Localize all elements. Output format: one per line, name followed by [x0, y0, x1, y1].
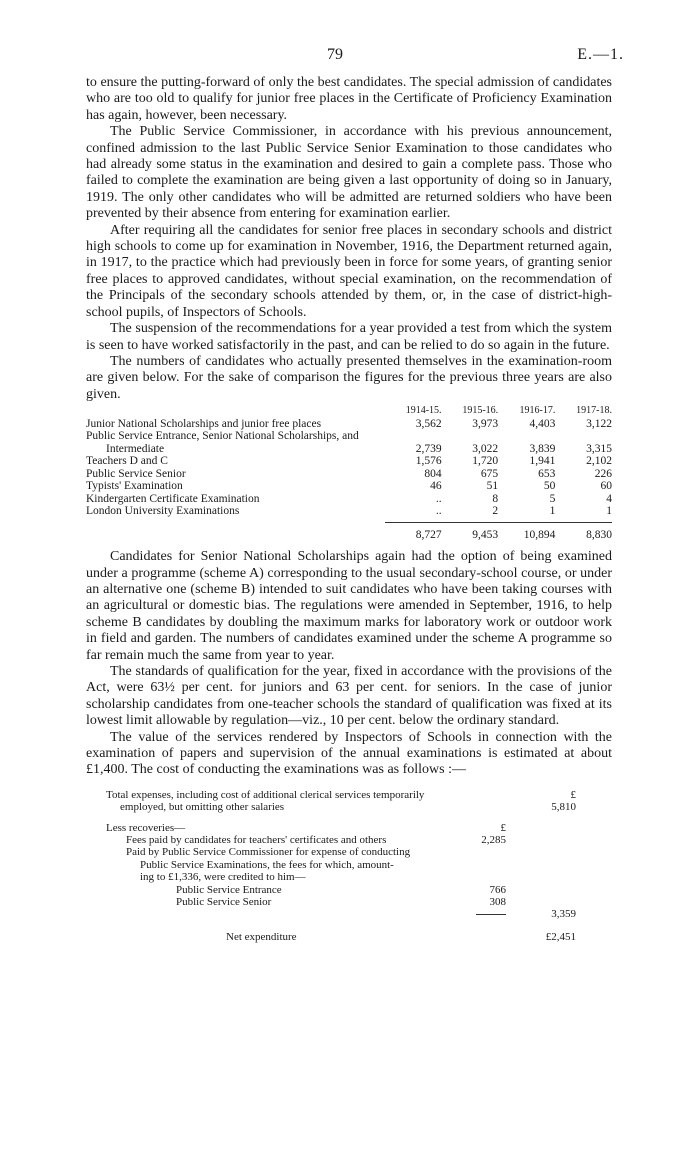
table-row: Intermediate 2,739 3,022 3,839 3,315	[106, 442, 612, 455]
paragraph: After requiring all the candidates for senior free places in secondary schools and district high schools to come up for examination in November, 1916, the Department returned again, in 1917, to the practice which had previously been in force for some years, of granting senior free places to approved candidates, without special examination, on the recommendation of the Principals of the secondary schools attended by them, or, in the case of district-high-school pupils, of Inspectors of Schools.	[86, 222, 612, 320]
table-row: Public Service Senior 804 675 653 226	[86, 467, 612, 480]
paragraph: The Public Service Commissioner, in accordance with his previous announcement, confined admission to the last Public Service Senior Examination to those candidates who had already some status in the examination and desired to gain a complete pass. Those who failed to complete the examination are being given a last opportunity of doing so in January, 1919. The only other candidates who will be admitted are returned soldiers who have been prevented by their absence from entering for examination earlier.	[86, 124, 612, 222]
paragraph: The standards of qualification for the year, fixed in accordance with the provisions of the Act, were 63½ per cent. for juniors and 63 per cent. for seniors. In the case of junior scholarship candidates from one-teacher schools the standard of qualification was fixed at its lowest limit allowable by regulation—viz., 10 per cent. below the ordinary standard.	[86, 663, 612, 729]
paragraph: The value of the services rendered by Inspectors of Schools in connection with the examination of papers and supervision of the annual examinations is estimated at about £1,400. The cost of conducting the examinations was as follows :—	[86, 729, 612, 778]
table-totals-row: 8,727 9,453 10,894 8,830	[415, 528, 612, 541]
paragraph: to ensure the putting-forward of only the best candidates. The special admission of candidates who are too old to qualify for junior free places in the Certificate of Proficiency Examination has again, however, been necessary.	[86, 75, 612, 123]
candidates-table	[86, 405, 612, 541]
body-text	[86, 75, 612, 943]
paragraph: Candidates for Senior National Scholarships again had the option of being examined under a programme (scheme A) corresponding to the usual secondary-school course, or under an alternative one (scheme B) intended to suit candidates who have been taking courses with an agricultural or domestic bias. The regulations were amended in September, 1916, to help scheme B candidates by doubling the maximum marks for laboratory work or outdoor work in field and garden. The numbers of candidates examined under the scheme A programme so far remain much the same from year to year.	[86, 549, 612, 663]
column-header: 1915-16.	[462, 405, 499, 417]
table-row: London University Examinations .. 2 1 1	[86, 505, 612, 518]
expenses-statement: Total expenses, including cost of additional clerical services temporarily £ employed, but omitting other salaries 5,810 Less recoveries— £ Fees paid by candidates for teachers' certificates and others 2,285 Paid by Public Service Commissioner for expense of conducting Public Service Examinations, the fees for which, amount- ing to £1,336, were credited to him— Public Service Entrance 766 Public Service Senior 308 3,359 Net expenditure £2,451	[106, 788, 576, 943]
recoveries-total: 3,359	[551, 908, 576, 921]
table-row: Teachers D and C 1,576 1,720 1,941 2,102	[86, 455, 612, 468]
table-row: Public Service Entrance, Senior National Scholarships, and	[86, 430, 359, 443]
table-header-row	[86, 405, 612, 418]
table-row: Typists' Examination 46 51 50 60	[86, 480, 612, 493]
paragraph: The suspension of the recommendations for a year provided a test from which the system is seen to have worked satisfactorily in the past, and can be relied to do so again in the future.	[86, 321, 612, 353]
table-row: Junior National Scholarships and junior free places 3,562 3,973 4,403 3,122	[86, 417, 612, 430]
total-expenses-value: 5,810	[551, 801, 576, 814]
column-header: 1914-15.	[405, 405, 442, 417]
page-header	[0, 46, 700, 68]
document-code: E.—1.	[577, 46, 624, 63]
page-number: 79	[327, 46, 343, 63]
table-row: Kindergarten Certificate Examination .. 8 5 4	[86, 492, 612, 505]
paragraph: The numbers of candidates who actually presented themselves in the examination-room are given below. For the sake of comparison the figures for the previous three years are also given.	[86, 353, 612, 402]
net-expenditure-value: £2,451	[545, 930, 576, 943]
column-header: 1917-18.	[576, 405, 612, 417]
column-header: 1916-17.	[519, 405, 556, 417]
